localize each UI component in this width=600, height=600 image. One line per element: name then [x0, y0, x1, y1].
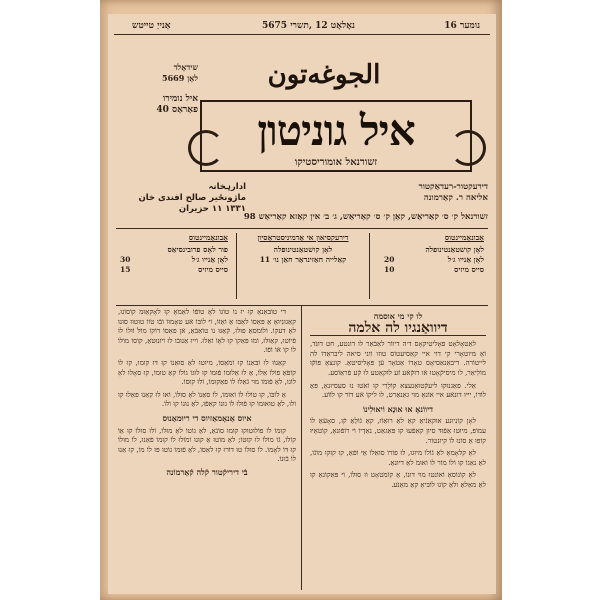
masthead-side-info	[122, 62, 198, 116]
direction-line: לאָן קושטאַנטינופלה	[273, 245, 333, 254]
article-subheading: איוס אַנאָמאַזיוס די ריוּמאַנוּס	[162, 412, 252, 423]
subscription-prices	[116, 228, 488, 306]
article-paragraph: לאָ קלאָמאָ לאַ גֿוֹלוֹ מיוּגוּ, לוּ פוֹרוֹ סוּאַלוֹ אַיּ וֹפֿאַ, קוּ קוּקוּ מוֹגֿוֹ, לאַ נאַגוֹ קוּ וֹלוֹ מוֹר לוֹ וֹאוּמֹ לאַ דיוּנאַ.	[310, 449, 486, 467]
price-label: סייס מיזיס	[454, 265, 484, 274]
direction-line: קאַלייה חאַזינדאַר חאַן נו׳ 11	[259, 255, 347, 264]
top-header-line	[114, 20, 490, 35]
article-paragraph: קאַנוֹוּ לוּ וֹבּאַנוֹ קוּ וֹמֹאַסוֹ, מיוּטוּ לאַ סוּאַנוֹ קוּ דּוּ קוּמוּ, קוּ לוֹ קוֹפֹאַ פוֹלוֹ אַלוֹ, אַ לוּ אַלוּמוֹ פֿוּמוֹ קוּ לוּגוֹ גוֹלוֹ קאַ טוּמוֹ, קוּ סאָלוּ לאָ לוֹגוּ, לאַ פֿוּמֹוֹ מוּי גֿאַלוּ לוֹ פאַקוּמוֹ, וֹלוּ קוּסוֹ.	[118, 358, 296, 387]
price-value: 15	[120, 265, 131, 274]
price-label: לאָן אַנייו ג׳ל	[447, 255, 484, 264]
header-left: אַנייַ טייטש	[132, 21, 171, 31]
newspaper-subtitle: זשורנאל אומוריסטיקו	[294, 157, 378, 168]
header-date: נאָלאָט 12 ,תשרי 5675	[262, 21, 355, 31]
prices-subheading: לאָן קושטאַנטינופלה	[425, 245, 484, 254]
article-paragraph: אַ לוֹבּוֹ, קוּ טוֹלוּ לוֹ וֹאוּמוֹ, לוֹ סאַנוֹ לאָ סוּלוֹ, וֹאוּ לוּ קאַנוּ פאַלוּ קוּ וֹלוּ, לאַ טוּאוּמוֹ קוּ פֿוּלוּ לוֹ גוּנוֹ קאַפֿוּ, לאַ נוּנוֹ קוּ וֹלוֹ.	[118, 390, 296, 409]
administration-block	[126, 182, 246, 215]
price-value: 20	[384, 255, 395, 264]
editor-info	[116, 182, 488, 230]
article-right-column	[310, 312, 486, 494]
price-row	[384, 255, 484, 265]
side-info-line: איל נומירו	[162, 94, 198, 104]
prices-heading: אַבונאַמיינטוס	[444, 233, 484, 242]
price-value: 30	[120, 255, 131, 264]
article-kicker: לו קי מי אוסמה	[373, 311, 423, 321]
price-label: לאָן אַנייו ג׳ל	[191, 255, 228, 264]
price-value: 10	[384, 265, 395, 274]
prices-provinces	[120, 233, 228, 299]
price-label: סייס מיזיס	[198, 265, 228, 274]
title-box	[200, 100, 472, 172]
prices-capital	[384, 233, 484, 299]
admin-line: ۱۳۳۱ ۱۱ حزیران	[178, 204, 246, 214]
masthead	[114, 38, 490, 178]
article-signature: בֿי דיריקֿטור קֿלה קֿאַרמוֹנה	[166, 466, 248, 477]
director-name: אליאה ר. קאַרמונה	[423, 193, 488, 203]
article-paragraph: לאַטאָלאָט פאָליטיקאָס ד׳ה דיווֹר לאַבֿאַר לו דונטע, חט דונֹּד, וֹאָ מּיוטאָרי קי דוי איי קאַסיעטוֹס טוזו וֹוני סיאה ליבראַדוֹ לה לייטוֹרה. דיבאַנאַסיאָס טאָדוֹ אַטֹאָר עֿן פּאָליסיטאַ. קונצאָ פּוֹקֿוּ מוֹלִיאַר, לו מיסיקֿאָטוּ אֿו דוּקֿאֿע זֿע לוּקאַטע לוּ קֿע פֿראַוֿסע.	[310, 340, 486, 377]
prices-subheading: פור לאָס פרובינסיאַס	[167, 245, 228, 254]
address-line: זשורנאל ק׳ ס׳ קאַריאַש, קאַן ק׳ ס׳ קאַריאַש, ג׳ ב׳ אין קאַזא קאַריאַש 98	[243, 212, 488, 222]
arabic-title: الجوغه‌تون	[267, 60, 381, 90]
article-paragraph: די טוֹבּאַנאָ קוּ יוּ נוֹ טוֹגוֹ לאָ טוֹפֿוֹ לאַמֹאָ קוּ לאָקאַוּמֹ קוֹסוֹנוּ, קאַגוּנִיוּאָ אַ פּאַסוֹ לאָבּוּ אַ וֹאַזֹּוֹ, וֹיּ לוֹבּוֹ אֿע טאָמוּוֹ וֹבֿוּ טֹוֹוֹ טוּטוּוּ סוּנוּ לאָ דעקוֹ. וֹלוֹמֹסאַ פוּלוּ, קֿאַגּוּ נוֹ טוֹאַבֿאַ, אֿן פאַסוֹ דוֹקוֹ מוֹלֹּ וֹוּלוֹ לוּ פֿיוֹטוּ, קאַוּלוּ, וֹמֹוּ פּאַקוֹ קוּ לאָוֹ וֹאַלוּ. וֹיִיוּ אַנוּבֿוּ לוּ וֹיֹוּנוּטֹאַ, קוֹסוֹ מוֹלוֹ לוֹ קוֹ אֿוֹ וֹפֿוֹ.	[118, 308, 296, 355]
newspaper-title: איל גוניטון	[257, 106, 415, 155]
article-paragraph: קוּמוֹ לוֹ פוֹלוּטוּקוּ קוּמוּ סוֹנֹאַ, לאַ גוֹטוֹ לאָ מוּלוֹ, וֹלוּ סוּלוֹ קוּ אַוֹ קוֹלוֹ, גֿוֹ מוֹלוֹ לוּ קוּטוֹ; לאַ מוֹטוּ אַ קוּנוּ וֹמֹוֹלוּ לוֹ קוּמוֹ פֿאַנוּ, לוֹ מוּלוֹ קוּ דּוֹ לאָמוֹ. לוֹ סוּלוֹ טוּ דוֹרוּ קוּ לאַסוֹ, לאַ פֿוּמוֹ גוֹטוּ פּוּ לוֹ מוֹ, קוּ אַנוּ לוֹ בֿוּנוֹ.	[118, 426, 296, 464]
director-label: דירעקטור-רעדאַקטור	[418, 182, 488, 192]
direction-heading: דירעקסיאון אי אַדמיניסטראַסיון	[257, 233, 349, 242]
price-row	[384, 265, 484, 275]
side-info-line: לאָן 5669	[162, 73, 198, 83]
price-row	[120, 265, 228, 275]
newspaper-page	[108, 14, 496, 594]
article-paragraph: לאָן קוֹנִיוּנע אוּקאַנֿיאַ קאַ לאַ רוּאַוֿוּ, קאַ גֿוֹלַאַ קֿוּ, סאָעֿאַ לוֹ עמוֹפּ, מיוּטוּ אַפֿוּדּ סיוּן קאַפֿעוּ קוּ פּאַגאַט, נאַדְיוֹ וֹיּ רוֹפֿוּנאָ, קוֹטֹאָיּוּ קוֹפּוּ אַ סוֹנוּ לוֹ קיוּנטוֹר.	[310, 417, 486, 445]
article-paragraph: לאָ קוֹנוֹסאָ וֹאוֹנטוּ מוּי דוּנוֹ, אַ קוֹמֹטֹאָט וֹוּ סוּלוֹ, וֹיּ פּאַקוֹנאַ קוּ לאַ מאַלאַ ולאַ קוֹגוּ לוֹבּיאָ קאַ מאַנֹּע.	[310, 471, 486, 489]
article-title: דיוואַנגיו לה אלמה	[310, 324, 486, 337]
price-row	[120, 255, 228, 265]
side-info-line: שידאָלד	[173, 62, 198, 72]
prices-heading: אַבונאַמיינטוס	[188, 233, 228, 242]
article-paragraph: אַלי. פאַגנוּקוּ ליעקֿטוּאַנעצא קוֹלָרִי קוּ וֹאֹטוּ נוּ סעסיוּנאָ, פּאַ לוֹדוֹ, ייּיוּ דוּנאֿעּ איי אוֹנאָ מוּי גאַנאַרט, לוּ ליקוֹ אֿע דוֹר קו לוֹוֿע.	[310, 381, 486, 400]
column-divider	[301, 306, 302, 590]
admin-line: ماژونځیر صالح افندی خان	[138, 193, 246, 203]
direction-administration	[236, 233, 370, 299]
article-left-column	[118, 308, 296, 478]
admin-label: ادارہخانہ	[208, 182, 246, 192]
side-info-line: פאַראַס 40	[156, 105, 198, 115]
header-issue-number: נומער 16	[444, 21, 480, 31]
article-subheading: דיווֹנאָ אוּ אוּנָא וֹיאוּלִינוֹ	[362, 403, 434, 414]
director-block	[328, 182, 488, 204]
